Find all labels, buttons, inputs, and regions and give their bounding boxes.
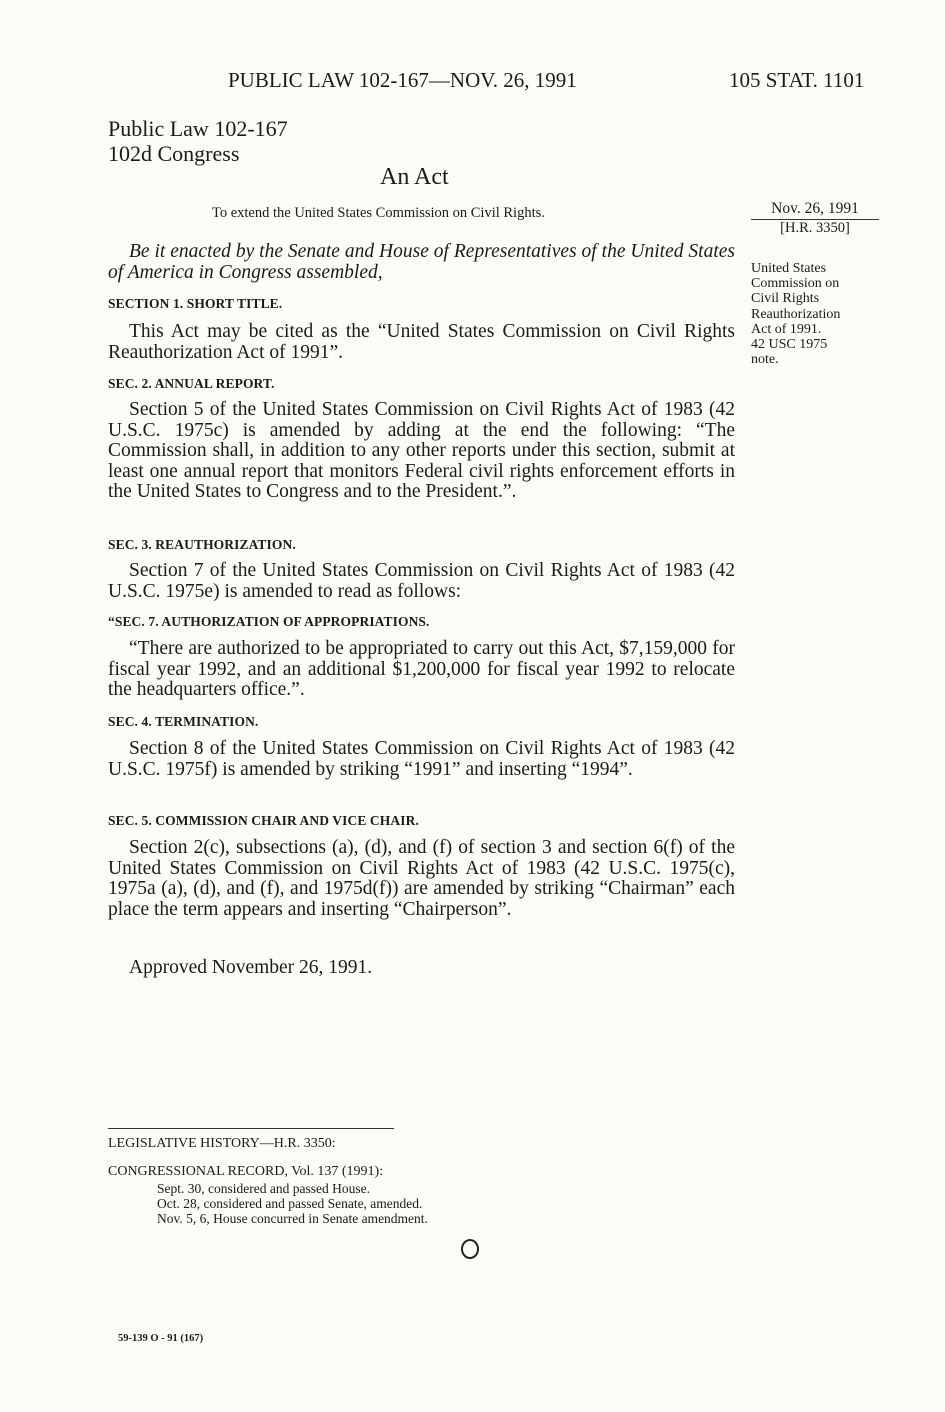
section-heading: SEC. 4. TERMINATION. xyxy=(108,714,259,729)
end-of-document-mark xyxy=(461,1239,479,1259)
public-law-number: Public Law 102-167 xyxy=(108,116,288,141)
margin-bill-number: [H.R. 3350] xyxy=(780,220,850,236)
margin-note-line: United States xyxy=(751,261,827,276)
running-head-stat-page: 105 STAT. 1101 xyxy=(729,68,865,92)
section-text: “There are authorized to be appropriated to carry out this Act, $7,159,000 for fiscal year 1992, and an additional $1,200,000 for fiscal year 1992 to relocate the headquarters office.”. xyxy=(108,638,735,701)
margin-note-line: Reauthorization xyxy=(751,306,841,322)
enacting-clause: Be it enacted by the Senate and House of Representatives of the United States of America in Congress assembled, xyxy=(108,241,735,283)
legislative-history-entries xyxy=(157,1181,428,1227)
history-entry: Nov. 5, 6, House concurred in Senate amendment. xyxy=(157,1211,428,1227)
margin-date: Nov. 26, 1991 xyxy=(771,200,859,217)
history-entry: Oct. 28, considered and passed Senate, amended. xyxy=(157,1196,423,1212)
act-title: An Act xyxy=(380,164,449,190)
margin-note-line: 42 USC 1975 xyxy=(751,337,828,353)
congressional-record: CONGRESSIONAL RECORD, Vol. 137 (1991): xyxy=(108,1164,384,1179)
section-text: Section 7 of the United States Commission on Civil Rights Act of 1983 (42 U.S.C. 1975e) is amended to read as follows: xyxy=(108,560,735,602)
gpo-print-code: 59-139 O - 91 (167) xyxy=(118,1333,204,1344)
margin-note-line: Civil Rights xyxy=(751,291,820,307)
section-heading: “SEC. 7. AUTHORIZATION OF APPROPRIATIONS. xyxy=(108,614,430,629)
margin-note-line: Commission on xyxy=(751,276,840,292)
running-head-title: PUBLIC LAW 102-167—NOV. 26, 1991 xyxy=(228,68,577,92)
congress-number: 102d Congress xyxy=(108,141,240,166)
legislative-history-title: LEGISLATIVE HISTORY—H.R. 3350: xyxy=(108,1136,336,1151)
running-head xyxy=(0,68,945,96)
section-text: Section 2(c), subsections (a), (d), and (f) of section 3 and section 6(f) of the United States Commission on Civil Rights Act of 1983 (42 U.S.C. 1975(c), 1975a (a), (d), and (f), and 1975d(f)) are amended by striking “Chairman” each place the term appears and inserting “Chairperson”. xyxy=(108,837,735,920)
act-purpose: To extend the United States Commission on Civil Rights. xyxy=(212,205,545,221)
history-entry: Sept. 30, considered and passed House. xyxy=(157,1181,370,1196)
section-text: Section 5 of the United States Commission on Civil Rights Act of 1983 (42 U.S.C. 1975c) is amended by adding at the end the following: “The Commission shall, in addition to any other reports under this section, submit at least one annual report that monitors Federal civil rights enforcement efforts in the United States to Congress and to the President.”. xyxy=(108,399,735,503)
section-text: This Act may be cited as the “United States Commission on Civil Rights Reauthorization Act of 1991”. xyxy=(108,321,735,363)
section-text: Section 8 of the United States Commission on Civil Rights Act of 1983 (42 U.S.C. 1975f) is amended by striking “1991” and inserting “1994”. xyxy=(108,738,735,780)
margin-note-line: note. xyxy=(751,352,779,368)
margin-note-line: Act of 1991. xyxy=(751,321,822,337)
footnote-rule xyxy=(108,1128,394,1129)
margin-short-title-note xyxy=(751,261,840,367)
section-heading: SEC. 2. ANNUAL REPORT. xyxy=(108,376,275,391)
section-heading: SEC. 3. REAUTHORIZATION. xyxy=(108,537,296,552)
section-heading: SECTION 1. SHORT TITLE. xyxy=(108,296,283,311)
section-heading: SEC. 5. COMMISSION CHAIR AND VICE CHAIR. xyxy=(108,813,419,828)
approval-date: Approved November 26, 1991. xyxy=(129,957,373,978)
